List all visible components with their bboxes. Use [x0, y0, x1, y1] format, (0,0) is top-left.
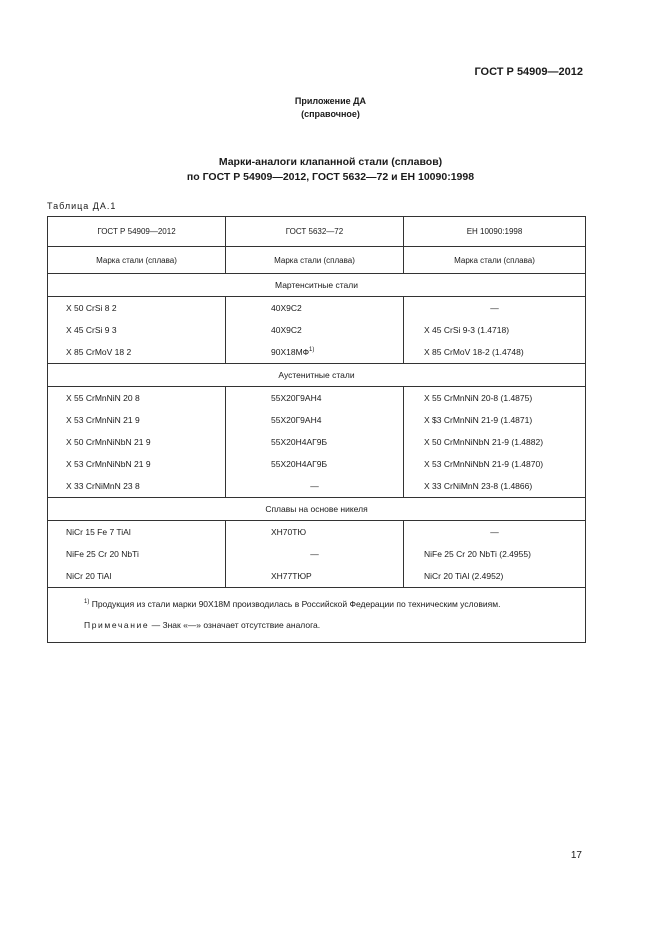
cell-gost-5632: ХН77ТЮР	[226, 565, 404, 588]
cell-en-10090: X 85 CrMoV 18-2 (1.4748)	[404, 341, 586, 364]
table-header-row	[48, 217, 586, 247]
cell-gost-r: NiCr 15 Fe 7 TiAl	[48, 521, 226, 544]
subheader-cell: Марка стали (сплава)	[226, 247, 404, 274]
page-number: 17	[570, 850, 582, 861]
group-row-martensitic	[48, 274, 586, 297]
cell-gost-5632: 40Х9С2	[226, 319, 404, 341]
cell-en-10090: X 50 CrMnNiNbN 21-9 (1.4882)	[404, 431, 586, 453]
cell-gost-r: X 55 CrMnNiN 20 8	[48, 387, 226, 410]
group-title: Аустенитные стали	[48, 364, 586, 387]
document-title-line-2: по ГОСТ Р 54909—2012, ГОСТ 5632—72 и ЕН 10090:1998	[186, 171, 475, 183]
cell-en-10090: X 45 CrSi 9-3 (1.4718)	[404, 319, 586, 341]
table-row	[48, 475, 586, 498]
column-header-gost-5632: ГОСТ 5632—72	[226, 217, 404, 247]
cell-en-10090: NiCr 20 TiAl (2.4952)	[404, 565, 586, 588]
cell-gost-5632: 55Х20Н4АГ9Б	[226, 431, 404, 453]
cell-en-10090: —	[404, 521, 586, 544]
cell-gost-r: NiFe 25 Cr 20 NbTi	[48, 543, 226, 565]
document-title-line-1: Марки-аналоги клапанной стали (сплавов)	[218, 156, 443, 168]
footnote-reference: 1)	[309, 347, 315, 353]
steel-grades-table	[47, 216, 586, 643]
annex-subtitle: (справочное)	[301, 109, 360, 119]
footnote-text: Продукция из стали марки 90Х18М производилась в Российской Федерации по техническим условиям.	[91, 599, 501, 609]
column-header-en-10090: ЕН 10090:1998	[404, 217, 586, 247]
note-label: Примечание	[84, 620, 150, 630]
group-title: Мартенситные стали	[48, 274, 586, 297]
group-row-austenitic	[48, 364, 586, 387]
footnote-marker: 1)	[84, 599, 90, 605]
table-row	[48, 319, 586, 341]
cell-en-10090: —	[404, 297, 586, 320]
note-row	[48, 610, 586, 643]
table-label: Таблица ДА.1	[47, 201, 117, 211]
cell-gost-5632-text: 90Х18МФ	[271, 347, 310, 357]
group-row-nickel-alloys	[48, 498, 586, 521]
annex-title: Приложение ДА	[294, 96, 367, 106]
cell-en-10090: X 53 CrMnNiNbN 21-9 (1.4870)	[404, 453, 586, 475]
table-row	[48, 453, 586, 475]
subheader-cell: Марка стали (сплава)	[48, 247, 226, 274]
table-subheader-row	[48, 247, 586, 274]
standard-designation: ГОСТ Р 54909—2012	[474, 66, 583, 78]
cell-en-10090: X $3 CrMnNiN 21-9 (1.4871)	[404, 409, 586, 431]
cell-gost-r: X 85 CrMoV 18 2	[48, 341, 226, 364]
table-row	[48, 431, 586, 453]
column-header-gost-r: ГОСТ Р 54909—2012	[48, 217, 226, 247]
group-title: Сплавы на основе никеля	[48, 498, 586, 521]
note	[48, 610, 586, 643]
table-row	[48, 565, 586, 588]
table-row	[48, 387, 586, 410]
table-row	[48, 409, 586, 431]
cell-gost-5632: 55Х20Н4АГ9Б	[226, 453, 404, 475]
cell-en-10090: NiFe 25 Cr 20 NbTi (2.4955)	[404, 543, 586, 565]
note-text: — Знак «—» означает отсутствие аналога.	[151, 620, 321, 630]
subheader-cell: Марка стали (сплава)	[404, 247, 586, 274]
cell-gost-r: X 53 CrMnNiNbN 21 9	[48, 453, 226, 475]
cell-gost-r: NiCr 20 TiAl	[48, 565, 226, 588]
cell-gost-r: X 50 CrSi 8 2	[48, 297, 226, 320]
table-row	[48, 521, 586, 544]
annex-heading	[0, 95, 661, 121]
cell-gost-5632: —	[226, 475, 404, 498]
cell-gost-5632: 55Х20Г9АН4	[226, 409, 404, 431]
table-row	[48, 341, 586, 364]
cell-gost-5632: 55Х20Г9АН4	[226, 387, 404, 410]
cell-en-10090: X 33 CrNiMnN 23-8 (1.4866)	[404, 475, 586, 498]
cell-gost-r: X 53 CrMnNiN 21 9	[48, 409, 226, 431]
table-row	[48, 543, 586, 565]
cell-gost-5632: —	[226, 543, 404, 565]
cell-gost-r: X 45 CrSi 9 3	[48, 319, 226, 341]
table-row	[48, 297, 586, 320]
footnote-row	[48, 588, 586, 611]
cell-gost-r: X 33 CrNiMnN 23 8	[48, 475, 226, 498]
cell-gost-5632: ХН70ТЮ	[226, 521, 404, 544]
footnote	[48, 588, 586, 611]
cell-gost-5632	[226, 341, 404, 364]
cell-en-10090: X 55 CrMnNiN 20-8 (1.4875)	[404, 387, 586, 410]
document-title	[0, 155, 661, 185]
cell-gost-r: X 50 CrMnNiNbN 21 9	[48, 431, 226, 453]
cell-gost-5632: 40Х9С2	[226, 297, 404, 320]
